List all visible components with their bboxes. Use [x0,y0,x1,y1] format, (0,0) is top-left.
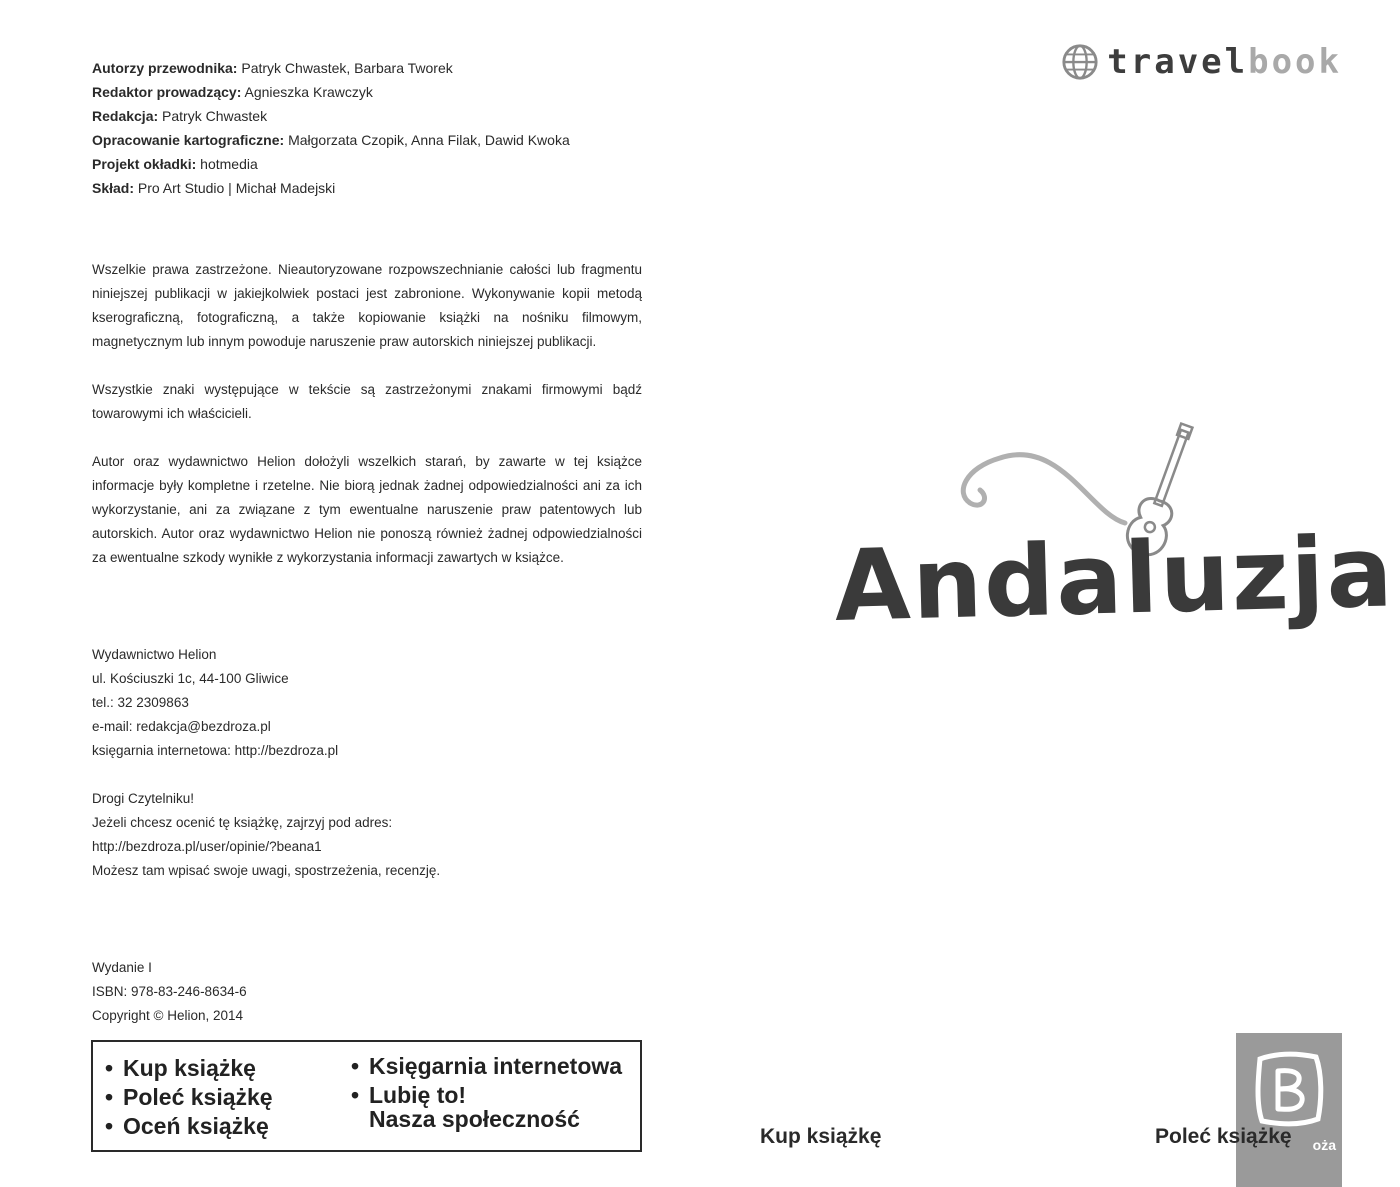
review-url[interactable]: http://bezdroza.pl/user/opinie/?beana1 [92,839,322,854]
book-title: Andaluzja [833,515,1396,644]
reader-note [92,787,440,883]
publisher-shop: księgarnia internetowa: http://bezdroza.pl [92,743,339,758]
actions-column [105,1054,273,1141]
credit-line: Redakcja: Patryk Chwastek [92,108,268,124]
globe-icon [1061,43,1099,81]
actions-box [91,1040,642,1152]
b-icon [1252,1049,1326,1129]
brand-wordmark: travelbook [1107,42,1342,82]
reader-greeting: Drogi Czytelniku! [92,791,195,806]
rate-book-link[interactable]: • Oceń książkę [105,1113,269,1139]
travelbook-logo [1061,40,1342,84]
credits-block [92,56,647,200]
actions-column [351,1052,622,1134]
buy-book-button[interactable]: Kup książkę [760,1125,882,1148]
edition-info [92,956,247,1028]
isbn: ISBN: 978-83-246-8634-6 [92,984,247,999]
edition-number: Wydanie I [92,960,152,975]
publisher-email: e-mail: redakcja@bezdroza.pl [92,719,271,734]
reader-line: Możesz tam wpisać swoje uwagi, spostrzeżenia, recenzję. [92,863,441,878]
disclaimer-paragraph: Autor oraz wydawnictwo Helion dołożyli wszelkich starań, by zawarte w tej książce informacje były kompletne i rzetelne. Nie biorą jednak żadnej odpowiedzialności ani za ich wykorzystanie, ani za związane z tym ewentualne naruszenie praw patentowych lub autorskich. Autor oraz wydawnictwo Helion nie ponoszą również żadnej odpowiedzialności za ewentualne szkody wynikłe z wykorzystania informacji zawartych w książce. [92,454,642,565]
credit-line: Projekt okładki: hotmedia [92,156,258,172]
reader-line: Jeżeli chcesz ocenić tę książkę, zajrzyj pod adres: [92,815,393,830]
community-link[interactable]: Nasza społeczność [369,1106,580,1132]
publisher-phone: tel.: 32 2309863 [92,695,189,710]
like-link[interactable]: • Lubię to! [351,1082,467,1108]
trademarks-paragraph: Wszystkie znaki występujące w tekście są zastrzeżonymi znakami firmowymi bądź towarowymi ich właścicieli. [92,382,642,421]
bookstore-link[interactable]: • Księgarnia internetowa [351,1053,623,1079]
publisher-address: ul. Kościuszki 1c, 44-100 Gliwice [92,671,289,686]
buy-book-link[interactable]: • Kup książkę [105,1055,256,1081]
rights-paragraph: Wszelkie prawa zastrzeżone. Nieautoryzowane rozpowszechnianie całości lub fragmentu niniejszej publikacji w jakiejkolwiek postaci jest zabronione. Wykonywanie kopii metodą kserograficzną, fotograficzną, a także kopiowanie książki na nośniku filmowym, magnetycznym lub innym powoduje naruszenie praw autorskich niniejszej publikacji. [92,262,642,349]
publisher-name: Wydawnictwo Helion [92,647,217,662]
credit-line: Opracowanie kartograficzne: Małgorzata Czopik, Anna Filak, Dawid Kwoka [92,132,570,148]
publisher-contact [92,643,338,763]
credit-line: Skład: Pro Art Studio | Michał Madejski [92,180,336,196]
copyright: Copyright © Helion, 2014 [92,1008,244,1023]
bezdroza-logo [1236,1033,1342,1187]
recommend-book-link[interactable]: • Poleć książkę [105,1084,273,1110]
recommend-book-button[interactable]: Poleć książkę [1155,1125,1292,1148]
credit-line: Autorzy przewodnika: Patryk Chwastek, Barbara Tworek [92,60,453,76]
logo-wordmark: ożа [1312,1137,1336,1153]
credit-line: Redaktor prowadzący: Agnieszka Krawczyk [92,84,373,100]
